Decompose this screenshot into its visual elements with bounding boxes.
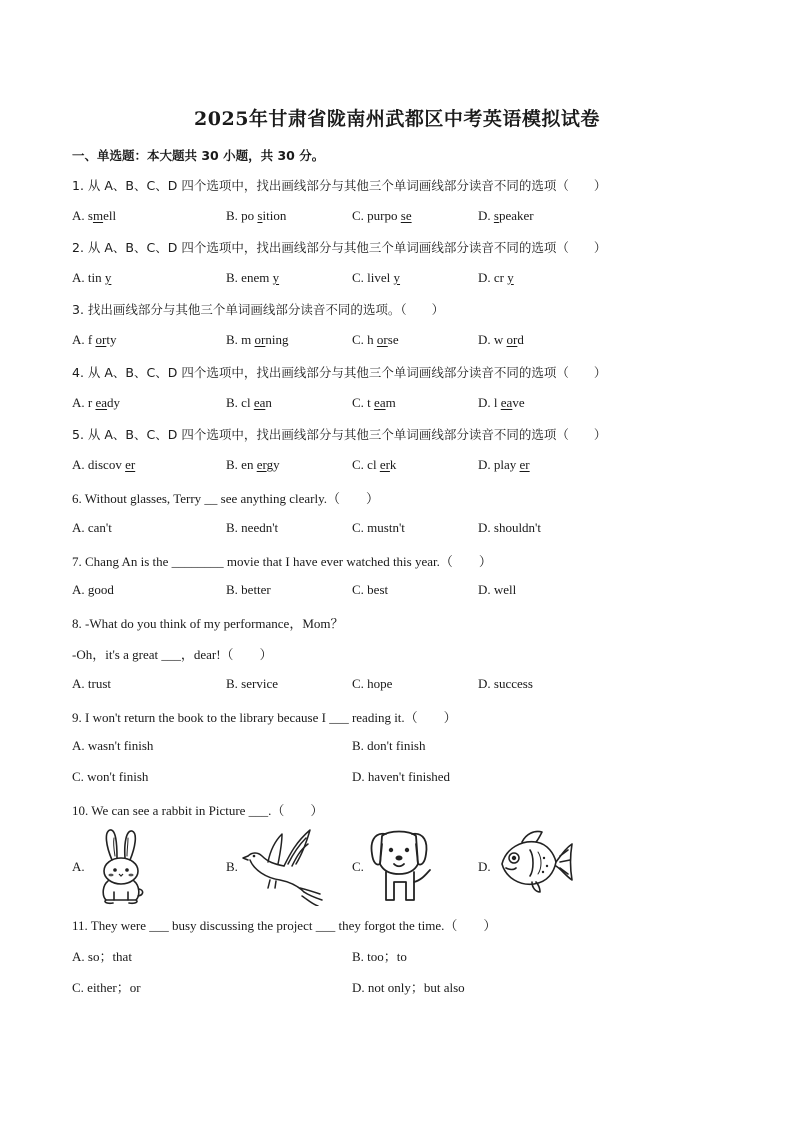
question-10-stem: 10. We can see a rabbit in Picture ___.（ ） xyxy=(72,803,324,818)
q3-option-a[interactable]: A. f orty xyxy=(72,332,117,347)
q10-option-d-label[interactable]: D. xyxy=(478,859,491,874)
q4-option-c[interactable]: C. t eam xyxy=(352,395,396,410)
q10-option-b-label[interactable]: B. xyxy=(226,859,238,874)
q1-option-d[interactable]: D. speaker xyxy=(478,208,534,223)
exam-title: 2025年甘肃省陇南州武都区中考英语模拟试卷 xyxy=(194,108,600,130)
q5-option-b[interactable]: B. en ergy xyxy=(226,457,280,472)
fish-drawing[interactable] xyxy=(492,826,576,906)
q8-option-b[interactable]: B. service xyxy=(226,676,278,691)
q6-option-d[interactable]: D. shouldn't xyxy=(478,520,542,535)
q9-option-d[interactable]: D. haven't finished xyxy=(352,769,451,784)
q6-option-c[interactable]: C. mustn't xyxy=(352,520,405,535)
q2-option-a[interactable]: A. tin y xyxy=(72,270,112,285)
q10-option-c-label[interactable]: C. xyxy=(352,859,364,874)
q7-option-b[interactable]: B. better xyxy=(226,582,271,597)
q3-option-c[interactable]: C. h orse xyxy=(352,332,399,347)
question-3-stem: 3. 找出画线部分与其他三个单词画线部分读音不同的选项。（ ） xyxy=(72,302,445,317)
q9-option-a[interactable]: A. wasn't finish xyxy=(72,738,154,753)
q9-option-c[interactable]: C. won't finish xyxy=(72,769,149,784)
bird-drawing[interactable] xyxy=(240,826,324,906)
rabbit-drawing[interactable] xyxy=(86,826,156,906)
question-5-stem: 5. 从 A、B、C、D 四个选项中，找出画线部分与其他三个单词画线部分读音不同的选项（ ） xyxy=(72,427,607,442)
question-8-stem-reply: -Oh，it's a great ___，dear!（ ） xyxy=(72,647,273,662)
q10-option-a-label[interactable]: A. xyxy=(72,859,85,874)
q8-option-c[interactable]: C. hope xyxy=(352,676,393,691)
q7-option-c[interactable]: C. best xyxy=(352,582,389,597)
q6-option-b[interactable]: B. needn't xyxy=(226,520,279,535)
q8-option-a[interactable]: A. trust xyxy=(72,676,112,691)
q1-option-b[interactable]: B. po sition xyxy=(226,208,287,223)
q4-option-a[interactable]: A. r eady xyxy=(72,395,121,410)
question-7-stem: 7. Chang An is the ________ movie that I have ever watched this year.（ ） xyxy=(72,554,492,569)
q8-option-d[interactable]: D. success xyxy=(478,676,533,691)
question-1-stem: 1. 从 A、B、C、D 四个选项中，找出画线部分与其他三个单词画线部分读音不同的选项（ ） xyxy=(72,178,607,193)
question-9-stem: 9. I won't return the book to the library because I ___ reading it.（ ） xyxy=(72,710,457,725)
q3-option-b[interactable]: B. m orning xyxy=(226,332,289,347)
q2-option-c[interactable]: C. livel y xyxy=(352,270,401,285)
q4-option-b[interactable]: B. cl ean xyxy=(226,395,272,410)
question-11-stem: 11. They were ___ busy discussing the project ___ they forgot the time.（ ） xyxy=(72,918,497,933)
question-6-stem: 6. Without glasses, Terry __ see anything clearly.（ ） xyxy=(72,491,380,506)
question-2-stem: 2. 从 A、B、C、D 四个选项中，找出画线部分与其他三个单词画线部分读音不同的选项（ ） xyxy=(72,240,607,255)
q7-option-a[interactable]: A. good xyxy=(72,582,114,597)
q2-option-d[interactable]: D. cr y xyxy=(478,270,514,285)
q11-option-c[interactable]: C. either；or xyxy=(72,980,141,995)
q1-option-a[interactable]: A. smell xyxy=(72,208,117,223)
question-8-stem: 8. -What do you think of my performance，Mom？ xyxy=(72,616,344,631)
q11-option-b[interactable]: B. too；to xyxy=(352,949,407,964)
q9-option-b[interactable]: B. don't finish xyxy=(352,738,426,753)
q2-option-b[interactable]: B. enem y xyxy=(226,270,280,285)
q3-option-d[interactable]: D. w ord xyxy=(478,332,524,347)
q1-option-c[interactable]: C. purpo se xyxy=(352,208,412,223)
q4-option-d[interactable]: D. l eave xyxy=(478,395,525,410)
q11-option-d[interactable]: D. not only；but also xyxy=(352,980,465,995)
q5-option-a[interactable]: A. discov er xyxy=(72,457,136,472)
q11-option-a[interactable]: A. so；that xyxy=(72,949,132,964)
q5-option-d[interactable]: D. play er xyxy=(478,457,530,472)
section-heading: 一、单选题：本大题共 30 小题，共 30 分。 xyxy=(72,148,325,163)
q7-option-d[interactable]: D. well xyxy=(478,582,517,597)
question-4-stem: 4. 从 A、B、C、D 四个选项中，找出画线部分与其他三个单词画线部分读音不同的选项（ ） xyxy=(72,365,607,380)
q10-picture-options xyxy=(72,826,592,906)
q6-option-a[interactable]: A. can't xyxy=(72,520,112,535)
q5-option-c[interactable]: C. cl erk xyxy=(352,457,397,472)
dog-drawing[interactable] xyxy=(366,826,436,906)
